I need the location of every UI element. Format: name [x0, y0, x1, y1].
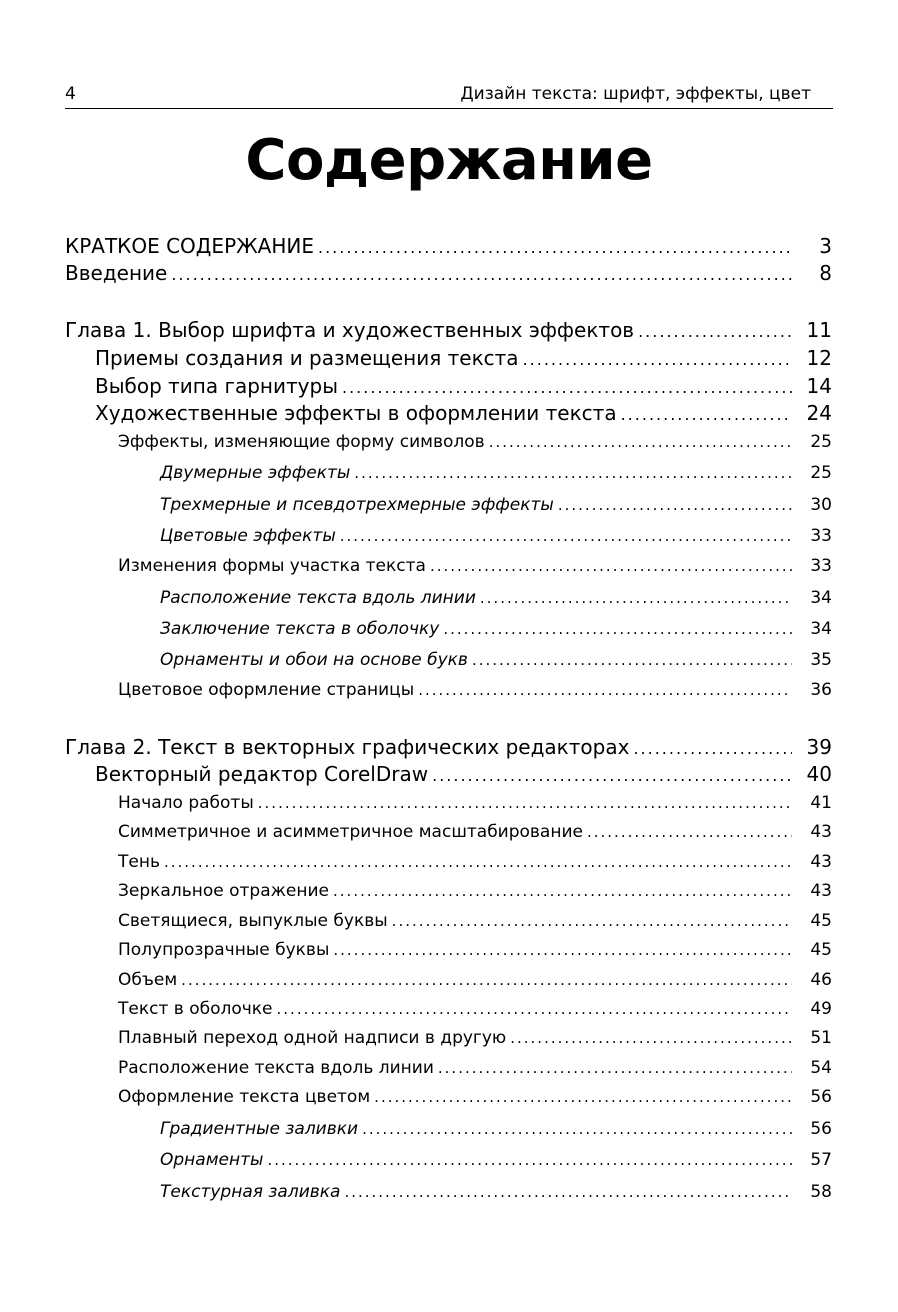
- toc-section[interactable]: [95, 346, 832, 370]
- toc-entry-page: 33: [810, 526, 832, 546]
- running-title: Дизайн текста: шрифт, эффекты, цвет: [460, 84, 811, 104]
- dot-leader: [418, 681, 792, 699]
- toc-entry-page: 25: [810, 432, 832, 452]
- dot-leader: [267, 1151, 792, 1169]
- dot-leader: [354, 464, 792, 482]
- toc-subsection[interactable]: [118, 556, 832, 576]
- toc-entry-label: Приемы создания и размещения текста: [95, 346, 519, 370]
- toc-entry-label: Расположение текста вдоль линии: [118, 1058, 434, 1078]
- toc-entry-label: Градиентные заливки: [160, 1119, 359, 1139]
- toc-entry-page: 25: [810, 463, 832, 483]
- toc-subsection[interactable]: [118, 881, 832, 901]
- toc-entry-label: Цветовое оформление страницы: [118, 680, 415, 700]
- toc-entry-label: Эффекты, изменяющие форму символов: [118, 432, 485, 452]
- toc-entry-page: 24: [806, 401, 832, 425]
- toc-chapter[interactable]: [65, 735, 832, 759]
- toc-entry-page: 8: [819, 261, 832, 285]
- toc-subsection[interactable]: [118, 680, 832, 700]
- toc-subsubsection[interactable]: [160, 650, 832, 670]
- toc-entry-page: 56: [810, 1119, 832, 1139]
- toc-entry-page: 12: [806, 346, 832, 370]
- dot-leader: [362, 1120, 792, 1138]
- toc-entry-page: 34: [810, 588, 832, 608]
- dot-leader: [432, 766, 792, 785]
- dot-leader: [344, 1183, 792, 1201]
- toc-section[interactable]: [95, 374, 832, 398]
- toc-entry-label: Симметричное и асимметричное масштабирование: [118, 822, 583, 842]
- toc-subsubsection[interactable]: [160, 526, 832, 546]
- toc-entry-page: 40: [806, 762, 832, 786]
- toc-entry-label: Текстурная заливка: [160, 1182, 341, 1202]
- toc-entry-label: Выбор типа гарнитуры: [95, 374, 338, 398]
- dot-leader: [258, 794, 792, 812]
- dot-leader: [392, 912, 792, 930]
- toc-entry-page: 51: [810, 1028, 832, 1048]
- toc-subsection[interactable]: [118, 1087, 832, 1107]
- dot-leader: [438, 1059, 792, 1077]
- toc-entry-label: Полупрозрачные буквы: [118, 940, 330, 960]
- toc-subsection[interactable]: [118, 852, 832, 872]
- dot-leader: [443, 620, 792, 638]
- dot-leader: [472, 651, 792, 669]
- dot-leader: [510, 1029, 792, 1047]
- toc-entry-page: 45: [810, 911, 832, 931]
- toc-entry-label: Зеркальное отражение: [118, 881, 330, 901]
- dot-leader: [164, 853, 792, 871]
- toc-entry-label: Введение: [65, 261, 168, 285]
- dot-leader: [333, 941, 792, 959]
- toc-entry-label: Заключение текста в оболочку: [160, 619, 440, 639]
- toc-entry[interactable]: [65, 261, 832, 285]
- toc-subsubsection[interactable]: [160, 619, 832, 639]
- toc-subsection[interactable]: [118, 432, 832, 452]
- toc-entry-label: Художественные эффекты в оформлении текста: [95, 401, 617, 425]
- dot-leader: [181, 971, 792, 989]
- dot-leader: [587, 823, 792, 841]
- toc-entry-page: 45: [810, 940, 832, 960]
- dot-leader: [430, 557, 792, 575]
- toc-entry-page: 36: [810, 680, 832, 700]
- toc-entry-page: 39: [806, 735, 832, 759]
- toc-entry-label: Глава 1. Выбор шрифта и художественных эффектов: [65, 318, 635, 342]
- toc-subsection[interactable]: [118, 940, 832, 960]
- toc-entry-page: 58: [810, 1182, 832, 1202]
- toc-subsection[interactable]: [118, 793, 832, 813]
- toc-entry-page: 54: [810, 1058, 832, 1078]
- dot-leader: [558, 496, 792, 514]
- toc-subsection[interactable]: [118, 970, 832, 990]
- toc-entry-page: 43: [810, 852, 832, 872]
- toc-entry-page: 30: [810, 495, 832, 515]
- toc-entry-label: Плавный переход одной надписи в другую: [118, 1028, 507, 1048]
- toc-subsection[interactable]: [118, 911, 832, 931]
- toc-subsubsection[interactable]: [160, 1182, 832, 1202]
- toc-entry-page: 3: [819, 234, 832, 258]
- toc-entry-page: 11: [806, 318, 832, 342]
- dot-leader: [171, 265, 792, 284]
- toc-chapter[interactable]: [65, 318, 832, 342]
- toc-entry-label: Объем: [118, 970, 178, 990]
- toc-entry-label: Векторный редактор CorelDraw: [95, 762, 429, 786]
- dot-leader: [277, 1000, 792, 1018]
- dot-leader: [480, 589, 792, 607]
- toc-subsection[interactable]: [118, 999, 832, 1019]
- page-title: Содержание: [245, 128, 653, 193]
- toc-subsection[interactable]: [118, 1058, 832, 1078]
- toc-subsubsection[interactable]: [160, 463, 832, 483]
- dot-leader: [340, 527, 792, 545]
- toc-entry-page: 35: [810, 650, 832, 670]
- toc-entry-page: 57: [810, 1150, 832, 1170]
- dot-leader: [342, 378, 792, 397]
- toc-entry-page: 43: [810, 881, 832, 901]
- toc-entry-page: 46: [810, 970, 832, 990]
- toc-entry-label: Начало работы: [118, 793, 254, 813]
- toc-entry-label: Трехмерные и псевдотрехмерные эффекты: [160, 495, 554, 515]
- toc-entry-label: Тень: [118, 852, 160, 872]
- toc-entry-page: 41: [810, 793, 832, 813]
- toc-subsection[interactable]: [118, 1028, 832, 1048]
- toc-entry-label: Оформление текста цветом: [118, 1087, 371, 1107]
- toc-subsubsection[interactable]: [160, 495, 832, 515]
- toc-section[interactable]: [95, 401, 832, 425]
- dot-leader: [638, 322, 792, 341]
- dot-leader: [318, 238, 792, 257]
- toc-subsubsection[interactable]: [160, 1119, 832, 1139]
- toc-section[interactable]: [95, 762, 832, 786]
- dot-leader: [489, 433, 792, 451]
- toc-entry-page: 34: [810, 619, 832, 639]
- toc-entry-page: 49: [810, 999, 832, 1019]
- dot-leader: [633, 739, 792, 758]
- toc-entry-page: 14: [806, 374, 832, 398]
- dot-leader: [374, 1088, 792, 1106]
- running-header: [65, 82, 833, 109]
- toc-subsection[interactable]: [118, 822, 832, 842]
- toc-entry[interactable]: [65, 234, 832, 258]
- toc-entry-page: 33: [810, 556, 832, 576]
- toc-subsubsection[interactable]: [160, 588, 832, 608]
- toc-entry-label: Цветовые эффекты: [160, 526, 336, 546]
- toc-subsubsection[interactable]: [160, 1150, 832, 1170]
- toc-entry-page: 56: [810, 1087, 832, 1107]
- page-number: 4: [65, 84, 76, 104]
- toc-entry-label: КРАТКОЕ СОДЕРЖАНИЕ: [65, 234, 314, 258]
- toc-entry-label: Светящиеся, выпуклые буквы: [118, 911, 388, 931]
- toc-entry-label: Орнаменты: [160, 1150, 264, 1170]
- dot-leader: [523, 350, 792, 369]
- toc-entry-label: Глава 2. Текст в векторных графических редакторах: [65, 735, 630, 759]
- dot-leader: [333, 882, 792, 900]
- toc-entry-label: Текст в оболочке: [118, 999, 273, 1019]
- toc-entry-page: 43: [810, 822, 832, 842]
- toc-entry-label: Расположение текста вдоль линии: [160, 588, 476, 608]
- dot-leader: [621, 405, 792, 424]
- toc-entry-label: Изменения формы участка текста: [118, 556, 426, 576]
- toc-entry-label: Орнаменты и обои на основе букв: [160, 650, 468, 670]
- toc-entry-label: Двумерные эффекты: [160, 463, 351, 483]
